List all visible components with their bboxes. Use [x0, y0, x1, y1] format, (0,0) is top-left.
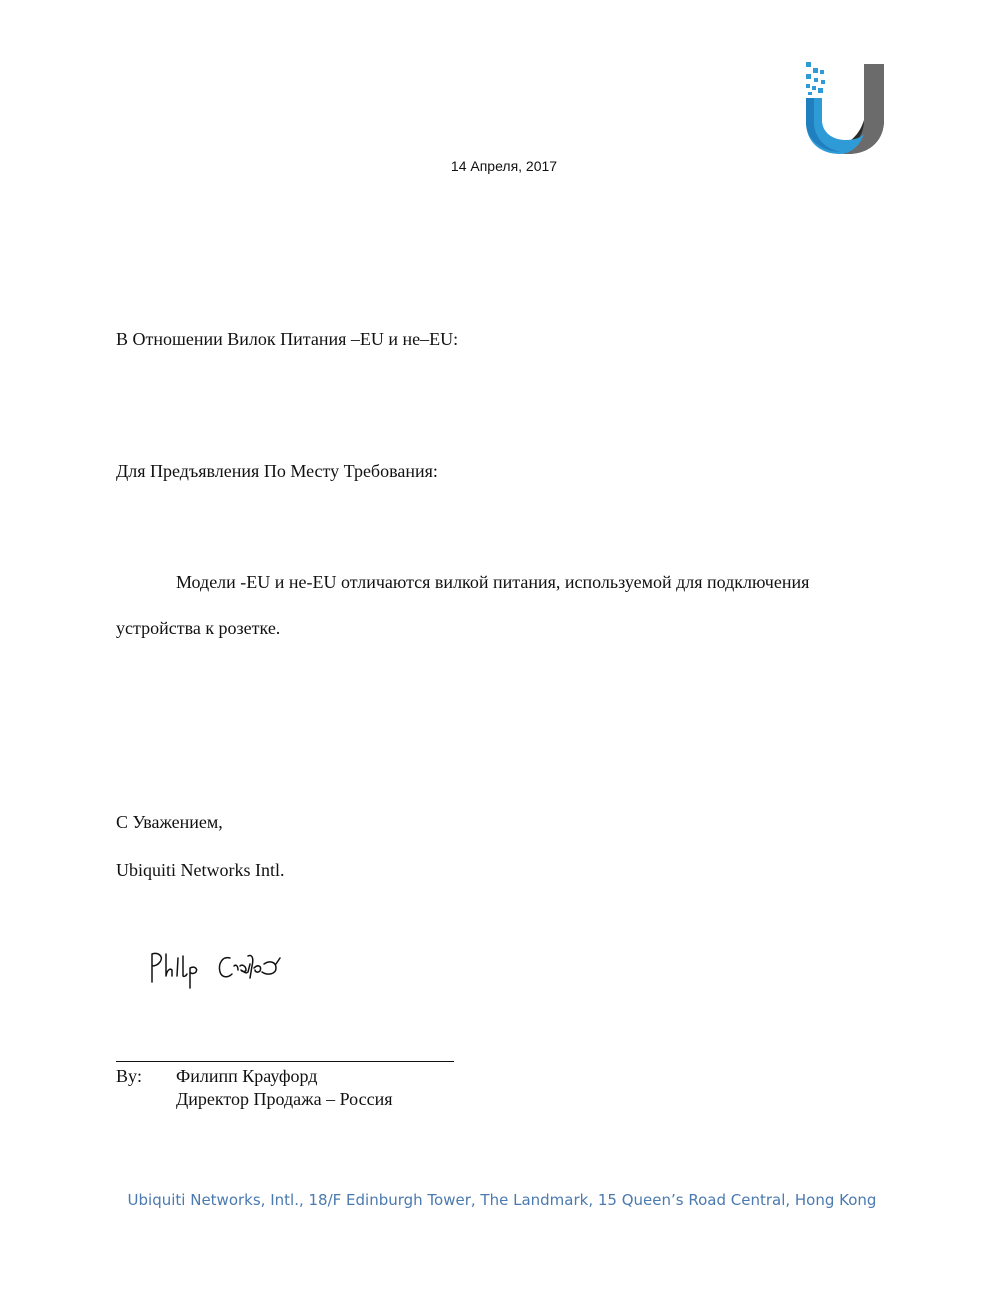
letter-addressee: Для Предъявления По Месту Требования:	[116, 461, 438, 481]
handwritten-signature	[142, 944, 292, 994]
closing-salutation: С Уважением,	[116, 812, 223, 832]
body-paragraph-line-2: устройства к розетке.	[116, 618, 281, 638]
signature-line	[116, 1061, 454, 1062]
letter-subject: В Отношении Вилок Питания –EU и не–EU:	[116, 329, 459, 349]
footer-address: Ubiquiti Networks, Intl., 18/F Edinburgh Tower, The Landmark, 15 Queen’s Road Central, Hong Kong	[127, 1191, 877, 1209]
signer-title: Директор Продажа – Россия	[176, 1089, 393, 1109]
by-label: By:	[116, 1066, 143, 1086]
body-paragraph-line-1: Модели -EU и не-EU отличаются вилкой питания, используемой для подключения	[176, 572, 810, 592]
letter-date: 14 Апреля, 2017	[450, 158, 558, 174]
ubiquiti-logo-icon	[800, 58, 890, 158]
signer-name: Филипп Крауфорд	[176, 1066, 318, 1086]
company-name: Ubiquiti Networks Intl.	[116, 860, 285, 880]
